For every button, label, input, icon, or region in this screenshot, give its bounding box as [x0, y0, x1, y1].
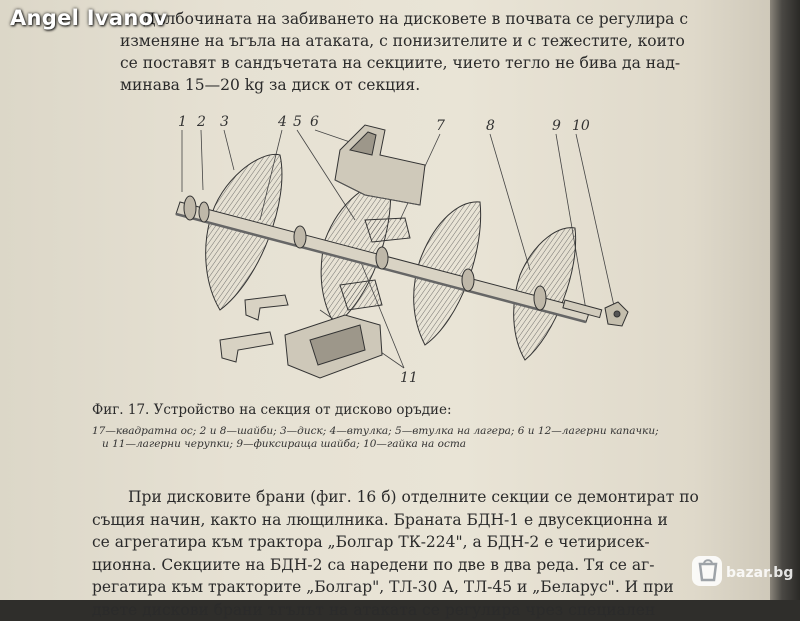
figure-legend — [92, 425, 659, 451]
washer-icon — [184, 196, 196, 220]
text-line: При дисковите брани (фиг. 16 б) отделните секции се демонтират по — [92, 486, 699, 509]
text-line: се поставят в сандъчетата на секциите, чието тегло не бива да над- — [120, 52, 688, 74]
watermark-username: Angel Ivanov — [10, 6, 167, 30]
callout-1: 1 — [178, 114, 187, 130]
spool-icon — [376, 247, 388, 269]
callout-4: 4 — [277, 114, 287, 130]
callout-8: 8 — [486, 118, 495, 134]
bracket-icon — [220, 332, 273, 362]
logo-text: bazar.bg — [726, 565, 793, 581]
text-line: същия начин, както на лющилника. Браната БДН-1 е двусекционна и — [92, 509, 699, 532]
callout-5: 5 — [293, 114, 302, 130]
callout-6: 6 — [310, 114, 319, 130]
text-line: минава 15—20 kg за диск от секция. — [120, 74, 688, 96]
callout-11: 11 — [400, 370, 418, 386]
callout-9: 9 — [552, 118, 561, 134]
paragraph-top — [120, 8, 688, 96]
text-line: регатира към тракторите „Болгар", ТЛ-30 А, ТЛ-45 и „Беларус". И при — [92, 576, 699, 599]
spool-icon — [294, 226, 306, 248]
figure-caption: Фиг. 17. Устройство на секция от дисково оръдие: — [92, 402, 452, 418]
bearing-cap-icon — [335, 125, 425, 205]
callout-7: 7 — [436, 118, 445, 134]
legend-line: и 11—лагерни черупки; 9—фиксираща шайба; 10—гайка на оста — [92, 438, 659, 451]
bearing-shell-icon — [365, 218, 410, 242]
bracket-icon — [245, 295, 288, 320]
bearing-shell-icon — [340, 280, 382, 310]
washer-icon — [199, 202, 209, 222]
callout-2: 2 — [196, 114, 206, 130]
text-line: изменяне на ъгъла на атаката, с понизителите и с тежестите, които — [120, 30, 688, 52]
text-line: се агрегатира към трактора „Болгар ТК-224", а БДН-2 е четирисек- — [92, 531, 699, 554]
paragraph-bottom — [92, 486, 699, 621]
spool-icon — [462, 269, 474, 291]
page-edge — [770, 0, 800, 600]
disc-section-figure — [150, 110, 650, 410]
washer-icon — [534, 286, 546, 310]
text-line: ционна. Секциите на БДН-2 са наредени по две в два реда. Тя се аг- — [92, 554, 699, 577]
legend-line: 17—квадратна ос; 2 и 8—шайби; 3—диск; 4—втулка; 5—втулка на лагера; 6 и 12—лагерни капачки; — [92, 425, 659, 438]
bazar-logo-icon — [690, 552, 795, 594]
text-line: Дълбочината на забиването на дисковете в почвата се регулира с — [120, 8, 688, 30]
callout-10: 10 — [572, 118, 590, 134]
text-line: двете дискови брани ъгълът на атаката се регулира чрез специален — [92, 599, 699, 621]
callout-3: 3 — [220, 114, 229, 130]
